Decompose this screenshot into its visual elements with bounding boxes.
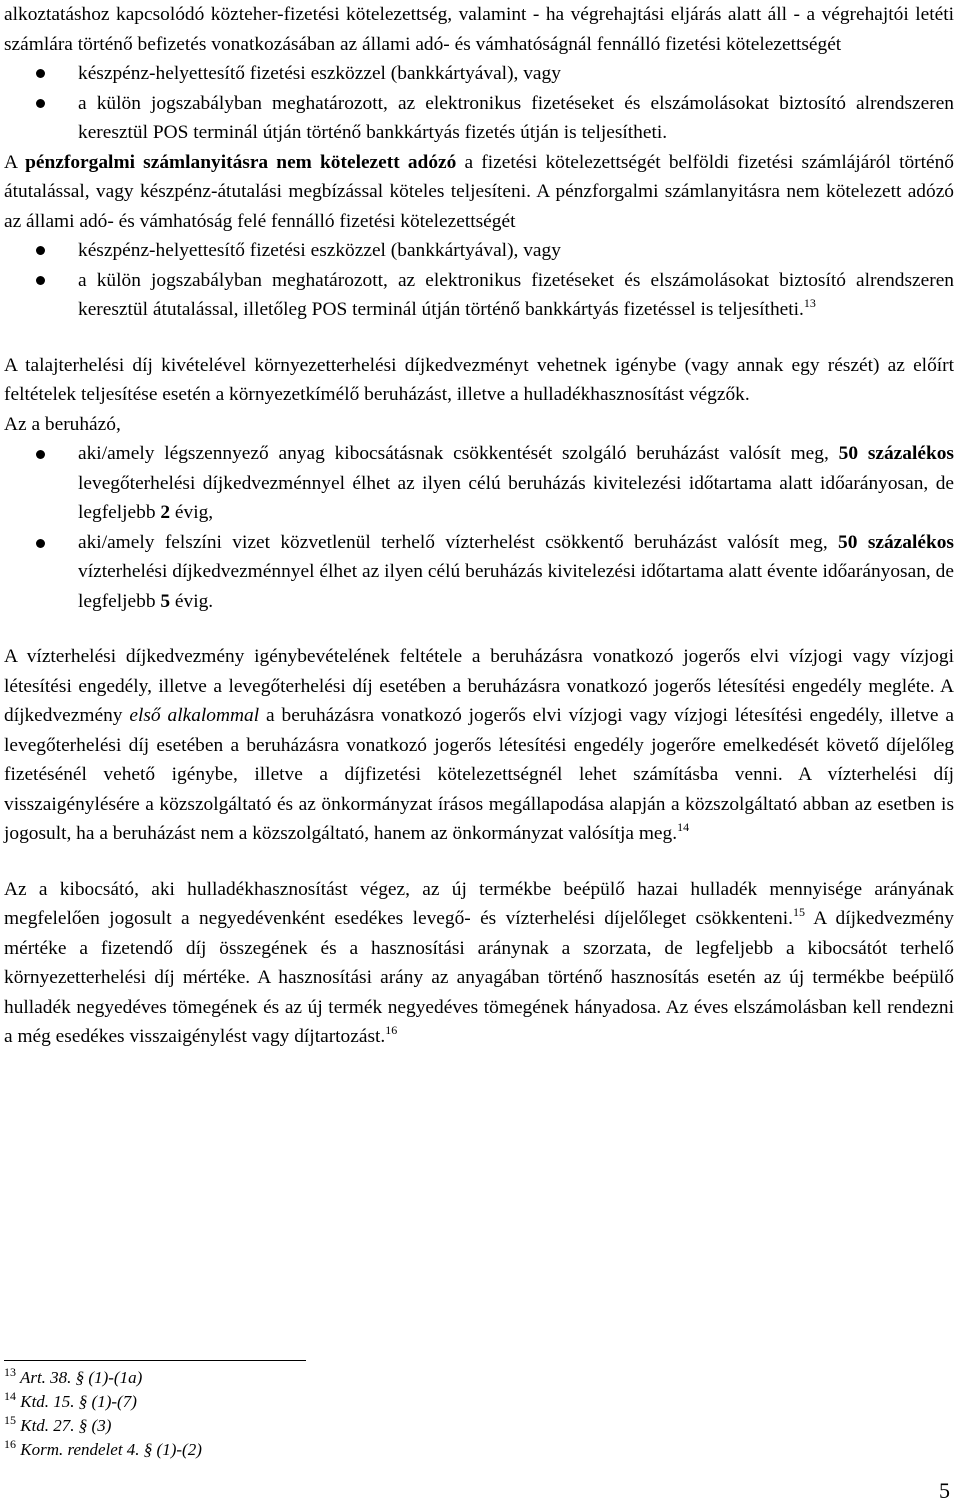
text: aki/amely felszíni vizet közvetlenül terhelő vízterhelést csökkentő beruházást valósít meg, xyxy=(78,531,839,553)
paragraph-water-discount xyxy=(4,642,954,849)
list-item-text: a külön jogszabályban meghatározott, az elektronikus fizetéseket és elszámolásokat biztosító alrendszeren keresztül átutalással, illetőleg POS terminál útján történő bankkártyás fizetéssel is teljesítheti. xyxy=(78,269,954,320)
footnote-number: 15 xyxy=(4,1413,16,1427)
text: Az a kibocsátó, aki hulladékhasznosítást végez, az új termékbe beépülő hazai hulladék mennyisége arányának megfelelően jogosult a negyedévenként esedékes levegő- és vízterhelési díjelőleget csökkenteni. xyxy=(4,878,954,929)
text: évig, xyxy=(170,502,214,523)
italic-term: első alkalommal xyxy=(129,705,260,726)
document-page xyxy=(4,0,954,1052)
paragraph-non-obligated-taxpayer xyxy=(4,148,954,237)
footnote xyxy=(4,1414,504,1438)
footnote xyxy=(4,1390,504,1414)
bold-number: 50 xyxy=(838,531,858,553)
bold-number: 5 xyxy=(160,590,171,612)
text: aki/amely légszennyező anyag kibocsátásnak csökkentését szolgáló beruházást valósít meg, xyxy=(78,443,839,464)
text: levegőterhelési díjkedvezménnyel élhet az ilyen célú beruházás kivitelezési időtartama alatt időarányosan, de legfeljebb xyxy=(78,472,954,523)
paragraph-investor-lead: Az a beruházó, xyxy=(4,413,121,435)
page-number: 5 xyxy=(939,1478,950,1503)
bold-number: 2 xyxy=(160,502,171,523)
footnote-ref[interactable]: 16 xyxy=(385,1023,398,1037)
footnote-number: 13 xyxy=(4,1365,16,1379)
text: A díjkedvezmény mértéke a fizetendő díj összegének és a hasznosítási aránynak a szorzata, de legfeljebb a kibocsátót terhelő környezetterhelési díj mértéke. A hasznosítási arány az anyagában történő hasznosítás esetén az új termékbe beépülő hulladék negyedéves tömegének és az új termék negyedéves tömegének hányadosa. Az éves elszámolásban kell rendezni a még esedékes visszaigénylést vagy díjtartozást. xyxy=(4,908,954,1047)
footnote-text: Art. 38. § (1)-(1a) xyxy=(19,1368,143,1387)
footnote-number: 14 xyxy=(4,1389,16,1403)
bullet-list-3 xyxy=(4,439,954,616)
footnote-ref[interactable]: 15 xyxy=(792,905,805,919)
bold-term: százalékos xyxy=(867,531,954,553)
bullet-list-1 xyxy=(4,59,954,148)
list-item: készpénz-helyettesítő fizetési eszközzel (bankkártyával), vagy xyxy=(4,59,954,89)
text: A vízterhelési díjkedvezmény igénybevételének feltétele a beruházásra vonatkozó jogerős elvi vízjogi vagy vízjogi létesítési engedély, illetve a levegőterhelési díj esetében a beruházásra vonatkozó jogerős létesítési engedély megléte. A díjkedvezmény xyxy=(4,646,954,726)
footnote-text: Ktd. 27. § (3) xyxy=(20,1416,112,1435)
footnote xyxy=(4,1438,504,1462)
list-item xyxy=(4,528,954,617)
footnote xyxy=(4,1366,504,1390)
bold-term: pénzforgalmi számlanyitásra nem kötelezett adózó xyxy=(25,151,457,173)
list-item xyxy=(4,266,954,325)
footnote-text: Korm. rendelet 4. § (1)-(2) xyxy=(20,1440,202,1459)
footnote-ref[interactable]: 14 xyxy=(677,820,690,834)
footnote-text: Ktd. 15. § (1)-(7) xyxy=(20,1392,137,1411)
bold-term: százalékos xyxy=(867,443,954,464)
list-item: a külön jogszabályban meghatározott, az elektronikus fizetéseket és elszámolásokat biztosító alrendszeren keresztül POS terminál útján történő bankkártyás fizetés útján is teljesítheti. xyxy=(4,89,954,148)
text-rest: a fizetési kötelezettségét belföldi fizetési számlájáról történő átutalással, vagy készpénz-átutalási megbízással köteles teljesíteni. A pénzforgalmi számlanyitásra nem kötelezett adózó az állami adó- és vámhatóság felé fennálló fizetési kötelezettségét xyxy=(4,151,954,232)
list-item xyxy=(4,439,954,528)
bold-number: 50 xyxy=(838,443,859,464)
text: vízterhelési díjkedvezménnyel élhet az ilyen célú beruházás kivitelezési időtartama alatt évente időarányosan, de legfeljebb xyxy=(78,561,954,612)
footnotes xyxy=(4,1366,504,1462)
footnote-divider xyxy=(4,1360,306,1361)
footnote-ref[interactable]: 13 xyxy=(803,296,816,310)
text: évig. xyxy=(170,590,214,612)
text-lead: A xyxy=(4,151,26,173)
paragraph-discount: A talajterhelési díj kivételével környezetterhelési díjkedvezményt vehetnek igénybe (vagy annak egy részét) az előírt feltételek teljesítése esetén a környezetkímélő beruházást, illetve a hulladékhasznosítást végzők. xyxy=(4,354,954,405)
text: a beruházásra vonatkozó jogerős elvi vízjogi vagy vízjogi létesítési engedély, illetve a levegőterhelési díj esetében a beruházásra vonatkozó jogerős létesítési engedély jogerőre emelkedését követő díjelőleg fizetésénél vehető igénybe, illetve a díjfizetési kötelezettségnél lehet számításba venni. A vízterhelési díj visszaigénylésére a közszolgáltató és az önkormányzat írásos megállapodása alapján a közszolgáltató abban az esetben is jogosult, ha a beruházást nem a közszolgáltató, hanem az önkormányzat valósítja meg. xyxy=(4,705,954,844)
paragraph-intro: alkoztatáshoz kapcsolódó közteher-fizetési kötelezettség, valamint - ha végrehajtási eljárás alatt áll - a végrehajtói letéti számlára történő befizetés vonatkozásában az állami adó- és vámhatóságnál fennálló fizetési kötelezettségét xyxy=(4,4,954,55)
list-item: készpénz-helyettesítő fizetési eszközzel (bankkártyával), vagy xyxy=(4,236,954,266)
paragraph-recycling xyxy=(4,875,954,1052)
bullet-list-2 xyxy=(4,236,954,325)
footnote-number: 16 xyxy=(4,1437,16,1451)
